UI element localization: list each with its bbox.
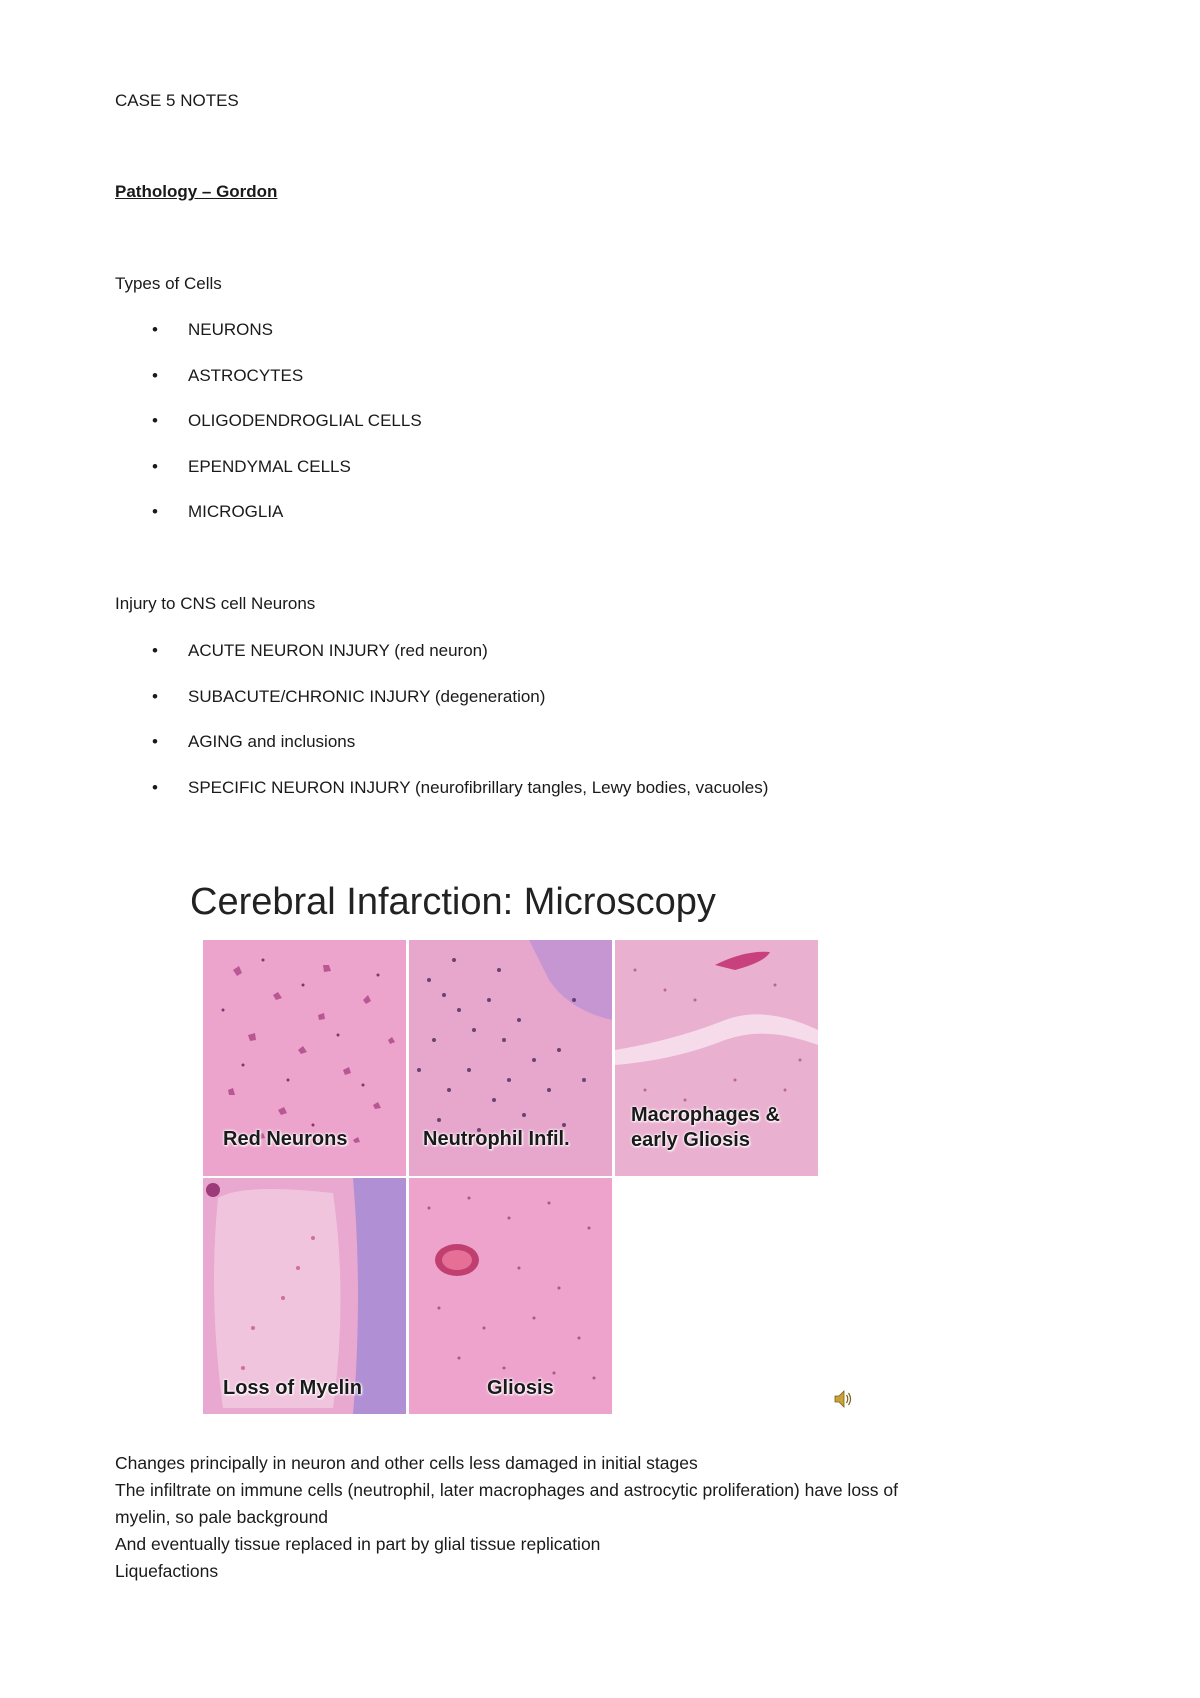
list-item: • AGING and inclusions [152, 732, 356, 751]
panel-label: Neutrophil Infil. [423, 1128, 570, 1150]
bullet-icon: • [152, 365, 158, 385]
panel-gliosis [409, 1178, 612, 1414]
injury-heading: Injury to CNS cell Neurons [115, 594, 316, 613]
cell-types-heading: Types of Cells [115, 274, 222, 293]
list-item: • MICROGLIA [152, 502, 284, 521]
list-item: • OLIGODENDROGLIAL CELLS [152, 411, 422, 430]
panel-label: Loss of Myelin [223, 1377, 362, 1399]
panel-red-neurons [203, 940, 406, 1176]
list-item: • SPECIFIC NEURON INJURY (neurofibrillary tangles, Lewy bodies, vacuoles) [152, 777, 769, 797]
panel-label: Gliosis [487, 1377, 554, 1399]
notes-paragraph [115, 1450, 1075, 1585]
bullet-icon: • [152, 732, 158, 751]
list-item: • SUBACUTE/CHRONIC INJURY (degeneration) [152, 686, 546, 706]
list-item: • ACUTE NEURON INJURY (red neuron) [152, 641, 488, 660]
section-heading: Pathology – Gordon [115, 182, 278, 201]
panel-macrophages-gliosis [615, 940, 818, 1176]
bullet-icon: • [152, 456, 158, 476]
panel-label: Red Neurons [223, 1128, 348, 1150]
bullet-icon: • [152, 777, 158, 797]
paragraph-line: And eventually tissue replaced in part by glial tissue replication [115, 1534, 601, 1554]
document-title: CASE 5 NOTES [115, 91, 239, 110]
speaker-icon[interactable] [832, 1388, 854, 1410]
bullet-icon: • [152, 641, 158, 660]
list-item: • NEURONS [152, 320, 274, 339]
injury-list [115, 640, 768, 822]
panel-label: Macrophages & [631, 1104, 780, 1126]
figure-title: Cerebral Infarction: Microscopy [190, 881, 716, 923]
list-item: • ASTROCYTES [152, 365, 304, 385]
bullet-icon: • [152, 320, 158, 339]
list-item: • EPENDYMAL CELLS [152, 456, 351, 476]
paragraph-line: Changes principally in neuron and other cells less damaged in initial stages [115, 1453, 698, 1473]
panel-label: early Gliosis [631, 1129, 750, 1151]
bullet-icon: • [152, 686, 158, 706]
cell-types-list [115, 319, 422, 547]
paragraph-line: The infiltrate on immune cells (neutrophil, later macrophages and astrocytic proliferation) have loss of [115, 1480, 899, 1500]
panel-loss-of-myelin [203, 1178, 406, 1414]
panel-neutrophil-infiltration [409, 940, 612, 1176]
paragraph-line: Liquefactions [115, 1561, 219, 1581]
bullet-icon: • [152, 411, 158, 430]
paragraph-line: myelin, so pale background [115, 1507, 329, 1527]
microscopy-figure [190, 880, 830, 1420]
bullet-icon: • [152, 502, 158, 521]
